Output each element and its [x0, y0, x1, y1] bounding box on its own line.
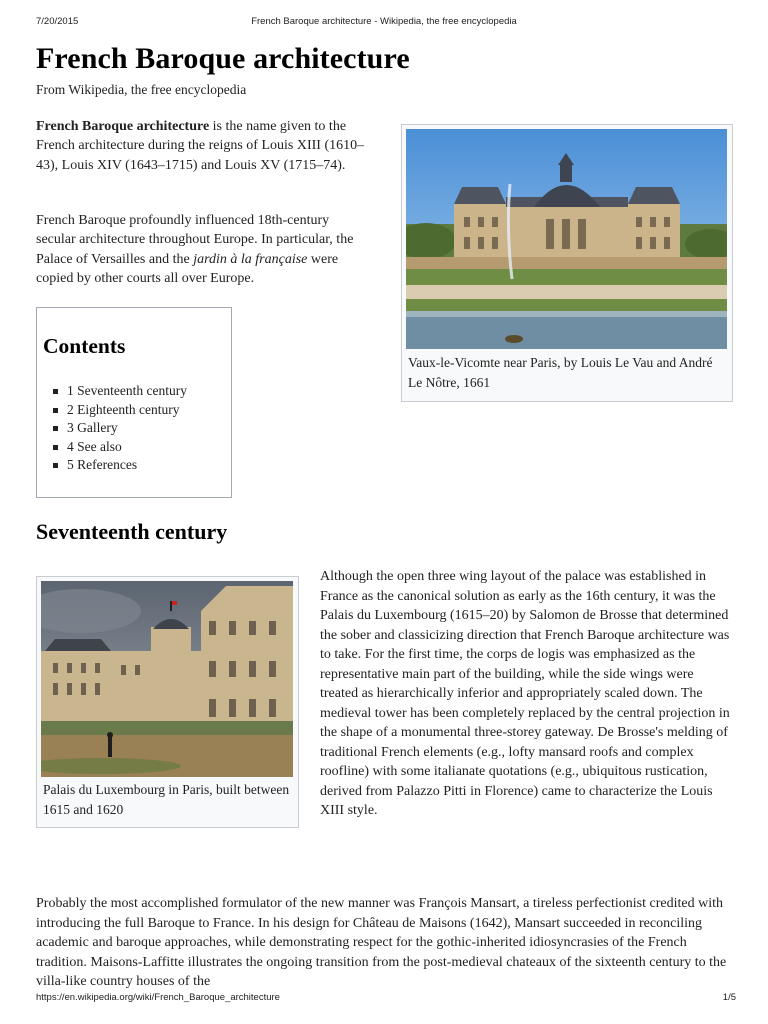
- section1-paragraph-1: [36, 567, 732, 843]
- influence-text-2: were copied by other courts all over Europe.: [36, 251, 339, 286]
- section1-paragraph-2: Probably the most accomplished formulator of the new manner was François Mansart, a tireless perfectionist credited with introducing the full Baroque to France. In his design for Château de Maisons (1642), Mansart succeeded in reconciling academic and baroque approaches, while demonstrating respect for the gothic-inherited idiosyncrasies of the French tradition. Maisons-Laffitte illustrates the ongoing transition from the post-medieval chateaux of the sixteenth century to the villa-like country houses of the: [36, 896, 727, 989]
- intro-paragraph: [36, 117, 372, 175]
- intro-bold-term: French Baroque architecture: [36, 119, 210, 134]
- toc-title: Contents: [43, 334, 126, 358]
- table-of-contents: [36, 307, 232, 498]
- print-date: 7/20/2015: [36, 16, 79, 27]
- influence-paragraph: [36, 211, 372, 288]
- toc-item-see-also[interactable]: 4 See also: [67, 438, 187, 457]
- luxembourg-caption: Palais du Luxembourg in Paris, built between 1615 and 1620: [43, 782, 290, 817]
- toc-item-seventeenth-century[interactable]: 1 Seventeenth century: [67, 382, 187, 401]
- print-url: https://en.wikipedia.org/wiki/French_Baroque_architecture: [36, 992, 280, 1003]
- section-heading-seventeenth-century: Seventeenth century: [36, 519, 228, 544]
- section1-paragraph-1-text: Although the open three wing layout of the palace was established in France as the canonical solution as early as the 16th century, it was the Palais du Luxembourg (1615–20) by Salomon de Brosse that determined the sober and classicizing direction that French Baroque architecture was to take. For the first time, the corps de logis was emphasized as the representative main part of the building, while the side wings were treated as hierarchically inferior and appropriately scaled down. The medieval tower has been completely replaced by the central projection in the shape of a monumental three-storey gateway. De Brosse's melding of traditional French elements (e.g., lofty mansard roofs and complex roofline) with some italianate quotations (e.g., ubiquitous rustication, derived from Palazzo Pitti in Florence) came to characterize the Louis XIII style.: [320, 569, 730, 818]
- jardin-link[interactable]: jardin à la française: [193, 251, 308, 267]
- toc-item-gallery[interactable]: 3 Gallery: [67, 419, 187, 438]
- print-page-number: 1/5: [722, 992, 736, 1003]
- vaux-le-vicomte-thumbnail: [401, 124, 733, 402]
- print-footer: [0, 992, 768, 1006]
- print-page-title: French Baroque architecture - Wikipedia, the free encyclopedia: [251, 16, 517, 27]
- page-tagline: From Wikipedia, the free encyclopedia: [36, 82, 247, 97]
- page-title: French Baroque architecture: [36, 42, 410, 75]
- toc-item-eighteenth-century[interactable]: 2 Eighteenth century: [67, 401, 187, 420]
- toc-item-references[interactable]: 5 References: [67, 456, 187, 475]
- thumbnail-float-spacer: [36, 567, 320, 843]
- influence-text-1: French Baroque profoundly influenced 18th-century secular architecture throughout Europe. In particular, the Palace of Versailles and the: [36, 213, 354, 267]
- toc-list: [67, 382, 187, 475]
- vaux-le-vicomte-image[interactable]: [406, 129, 727, 349]
- vaux-le-vicomte-caption: Vaux-le-Vicomte near Paris, by Louis Le Vau and André Le Nôtre, 1661: [408, 355, 713, 390]
- print-header: [0, 16, 768, 30]
- intro-text: is the name given to the French architecture during the reigns of Louis XIII (1610–43), Louis XIV (1643–1715) and Louis XV (1715–74).: [36, 119, 365, 173]
